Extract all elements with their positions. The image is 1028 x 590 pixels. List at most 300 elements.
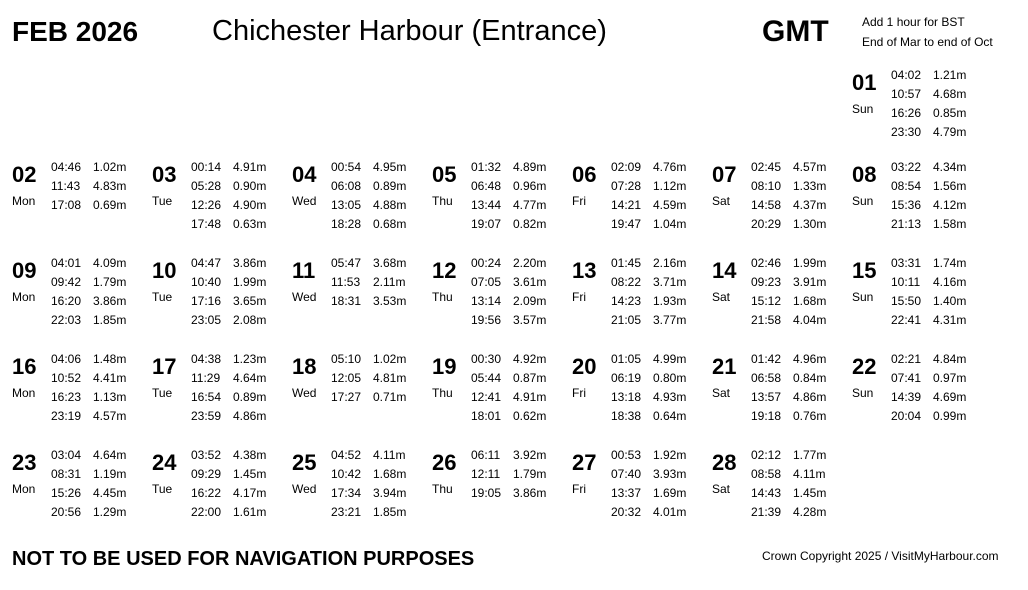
tide-entry bbox=[51, 350, 126, 369]
tide-entry bbox=[611, 177, 686, 196]
day-cell bbox=[292, 446, 428, 526]
tide-time: 17:27 bbox=[331, 390, 362, 404]
day-number: 01 bbox=[852, 70, 877, 95]
tide-list bbox=[331, 158, 406, 234]
tide-entry bbox=[51, 158, 126, 177]
tide-height: 4.91m bbox=[513, 390, 547, 404]
tide-height: 1.29m bbox=[93, 505, 127, 519]
day-of-week: Fri bbox=[572, 194, 586, 208]
day-cell bbox=[152, 350, 288, 430]
tide-entry bbox=[331, 484, 406, 503]
tide-entry bbox=[891, 350, 966, 369]
tide-entry bbox=[331, 369, 406, 388]
tide-time: 08:31 bbox=[51, 467, 82, 481]
tide-time: 16:54 bbox=[191, 390, 222, 404]
tide-entry bbox=[191, 177, 266, 196]
tide-height: 4.01m bbox=[653, 505, 687, 519]
tide-height: 4.92m bbox=[513, 352, 547, 366]
tide-time: 22:41 bbox=[891, 313, 922, 327]
tide-list bbox=[51, 446, 126, 522]
tide-list bbox=[51, 350, 126, 426]
tide-height: 1.92m bbox=[653, 448, 687, 462]
tide-time: 20:04 bbox=[891, 409, 922, 423]
tide-entry bbox=[751, 388, 826, 407]
tide-time: 15:36 bbox=[891, 198, 922, 212]
tide-entry bbox=[611, 196, 686, 215]
tide-height: 4.69m bbox=[933, 390, 967, 404]
tide-entry bbox=[51, 446, 126, 465]
tide-time: 06:48 bbox=[471, 179, 502, 193]
day-of-week: Wed bbox=[292, 290, 317, 304]
tide-height: 3.94m bbox=[373, 486, 407, 500]
tide-height: 1.21m bbox=[933, 68, 967, 82]
day-of-week: Tue bbox=[152, 482, 173, 496]
tide-height: 1.30m bbox=[793, 217, 827, 231]
tide-height: 1.99m bbox=[793, 256, 827, 270]
day-cell bbox=[12, 446, 148, 526]
tide-time: 10:52 bbox=[51, 371, 82, 385]
day-number: 28 bbox=[712, 450, 737, 475]
tide-time: 20:56 bbox=[51, 505, 82, 519]
tide-entry bbox=[471, 369, 546, 388]
tide-time: 04:38 bbox=[191, 352, 222, 366]
tide-height: 2.09m bbox=[513, 294, 547, 308]
day-of-week: Sat bbox=[712, 194, 731, 208]
day-cell bbox=[292, 158, 428, 238]
tide-height: 3.71m bbox=[653, 275, 687, 289]
day-of-week: Mon bbox=[12, 386, 36, 400]
tide-height: 3.86m bbox=[233, 256, 267, 270]
tide-height: 0.64m bbox=[653, 409, 687, 423]
tide-list bbox=[611, 446, 686, 522]
tide-entry bbox=[751, 215, 826, 234]
day-of-week: Tue bbox=[152, 290, 173, 304]
day-of-week: Sun bbox=[852, 194, 874, 208]
tide-entry bbox=[191, 388, 266, 407]
tide-time: 04:01 bbox=[51, 256, 82, 270]
tide-entry bbox=[611, 215, 686, 234]
tide-time: 04:46 bbox=[51, 160, 82, 174]
tide-entry bbox=[51, 273, 126, 292]
tide-height: 3.65m bbox=[233, 294, 267, 308]
tide-entry bbox=[471, 292, 546, 311]
tide-height: 1.02m bbox=[93, 160, 127, 174]
tide-entry bbox=[751, 503, 826, 522]
day-cell bbox=[712, 158, 848, 238]
day-cell bbox=[12, 254, 148, 334]
tide-time: 08:54 bbox=[891, 179, 922, 193]
tide-height: 4.81m bbox=[373, 371, 407, 385]
tide-entry bbox=[471, 311, 546, 330]
day-number: 23 bbox=[12, 450, 37, 475]
tide-time: 05:28 bbox=[191, 179, 222, 193]
tide-entry bbox=[191, 446, 266, 465]
tide-entry bbox=[891, 123, 966, 142]
tide-height: 4.90m bbox=[233, 198, 267, 212]
tide-height: 3.91m bbox=[793, 275, 827, 289]
tide-list bbox=[331, 446, 406, 522]
tide-height: 3.57m bbox=[513, 313, 547, 327]
tide-list bbox=[471, 158, 546, 234]
tide-entry bbox=[751, 446, 826, 465]
tide-list bbox=[891, 254, 966, 330]
day-number: 07 bbox=[712, 162, 737, 187]
tide-time: 04:06 bbox=[51, 352, 82, 366]
tide-time: 00:24 bbox=[471, 256, 502, 270]
month-title: FEB 2026 bbox=[12, 16, 139, 47]
tide-time: 12:11 bbox=[471, 467, 501, 481]
tide-entry bbox=[191, 484, 266, 503]
tide-height: 1.45m bbox=[233, 467, 267, 481]
tide-time: 14:21 bbox=[611, 198, 642, 212]
tide-entry bbox=[891, 369, 966, 388]
tide-list bbox=[611, 350, 686, 426]
tide-height: 1.68m bbox=[373, 467, 407, 481]
day-of-week: Tue bbox=[152, 386, 173, 400]
tide-entry bbox=[751, 465, 826, 484]
tide-height: 0.96m bbox=[513, 179, 547, 193]
tide-height: 4.76m bbox=[653, 160, 687, 174]
day-number: 04 bbox=[292, 162, 317, 187]
tide-height: 0.85m bbox=[933, 106, 967, 120]
tide-time: 18:01 bbox=[471, 409, 502, 423]
tide-list bbox=[891, 66, 966, 142]
tide-entry bbox=[51, 465, 126, 484]
copyright-notice: Crown Copyright 2025 / VisitMyHarbour.com bbox=[762, 549, 999, 563]
tide-entry bbox=[191, 254, 266, 273]
tide-height: 4.57m bbox=[793, 160, 827, 174]
tide-height: 0.90m bbox=[233, 179, 267, 193]
tide-height: 3.61m bbox=[513, 275, 547, 289]
tide-time: 08:10 bbox=[751, 179, 782, 193]
tide-time: 04:02 bbox=[891, 68, 922, 82]
day-number: 02 bbox=[12, 162, 37, 187]
tide-entry bbox=[611, 292, 686, 311]
tide-entry bbox=[611, 369, 686, 388]
tide-entry bbox=[891, 292, 966, 311]
tide-list bbox=[611, 158, 686, 234]
day-cell bbox=[292, 350, 428, 430]
tide-height: 3.68m bbox=[373, 256, 407, 270]
tide-entry bbox=[191, 311, 266, 330]
tide-time: 13:44 bbox=[471, 198, 502, 212]
tide-height: 0.84m bbox=[793, 371, 827, 385]
tide-list bbox=[471, 254, 546, 330]
day-number: 21 bbox=[712, 354, 737, 379]
tide-entry bbox=[331, 254, 406, 273]
tide-entry bbox=[191, 465, 266, 484]
tide-list bbox=[191, 254, 266, 330]
navigation-disclaimer: NOT TO BE USED FOR NAVIGATION PURPOSES bbox=[12, 548, 475, 570]
tide-list bbox=[331, 350, 406, 407]
tide-height: 3.86m bbox=[513, 486, 547, 500]
tide-time: 05:44 bbox=[471, 371, 502, 385]
day-cell bbox=[432, 446, 568, 526]
tide-entry bbox=[331, 177, 406, 196]
tide-height: 1.40m bbox=[933, 294, 967, 308]
tide-entry bbox=[331, 388, 406, 407]
tide-entry bbox=[751, 369, 826, 388]
tide-time: 22:00 bbox=[191, 505, 222, 519]
tide-entry bbox=[471, 273, 546, 292]
tide-height: 0.87m bbox=[513, 371, 547, 385]
tide-height: 1.79m bbox=[513, 467, 547, 481]
tide-entry bbox=[331, 350, 406, 369]
tide-list bbox=[51, 158, 126, 215]
tide-height: 3.86m bbox=[93, 294, 127, 308]
tide-entry bbox=[891, 388, 966, 407]
tide-entry bbox=[191, 215, 266, 234]
tide-time: 03:31 bbox=[891, 256, 922, 270]
tide-entry bbox=[471, 465, 546, 484]
tide-time: 06:58 bbox=[751, 371, 782, 385]
day-cell bbox=[572, 350, 708, 430]
tide-entry bbox=[751, 273, 826, 292]
tide-time: 19:07 bbox=[471, 217, 502, 231]
tide-height: 1.85m bbox=[93, 313, 127, 327]
tide-height: 4.16m bbox=[933, 275, 967, 289]
tide-height: 2.08m bbox=[233, 313, 267, 327]
tide-height: 4.88m bbox=[373, 198, 407, 212]
day-number: 06 bbox=[572, 162, 597, 187]
day-cell bbox=[712, 254, 848, 334]
tide-entry bbox=[471, 215, 546, 234]
tide-height: 4.45m bbox=[93, 486, 127, 500]
tide-height: 4.99m bbox=[653, 352, 687, 366]
tide-time: 03:52 bbox=[191, 448, 222, 462]
tide-entry bbox=[471, 158, 546, 177]
day-cell bbox=[572, 254, 708, 334]
tide-time: 23:21 bbox=[331, 505, 362, 519]
tide-time: 02:21 bbox=[891, 352, 922, 366]
tide-time: 18:31 bbox=[331, 294, 362, 308]
tide-entry bbox=[891, 196, 966, 215]
tide-height: 4.04m bbox=[793, 313, 827, 327]
day-cell bbox=[852, 254, 988, 334]
tide-time: 11:43 bbox=[51, 179, 81, 193]
tide-entry bbox=[191, 350, 266, 369]
day-number: 26 bbox=[432, 450, 457, 475]
day-of-week: Thu bbox=[432, 194, 453, 208]
tide-entry bbox=[51, 311, 126, 330]
tide-list bbox=[471, 350, 546, 426]
day-number: 27 bbox=[572, 450, 597, 475]
tide-height: 4.96m bbox=[793, 352, 827, 366]
tide-list bbox=[191, 350, 266, 426]
tide-height: 1.04m bbox=[653, 217, 687, 231]
tide-height: 4.95m bbox=[373, 160, 407, 174]
tide-time: 17:34 bbox=[331, 486, 362, 500]
tide-entry bbox=[751, 292, 826, 311]
tide-entry bbox=[891, 104, 966, 123]
tide-height: 4.84m bbox=[933, 352, 967, 366]
tide-time: 11:29 bbox=[191, 371, 221, 385]
tide-time: 10:57 bbox=[891, 87, 922, 101]
tide-time: 09:23 bbox=[751, 275, 782, 289]
day-of-week: Sun bbox=[852, 386, 874, 400]
tide-entry bbox=[191, 407, 266, 426]
day-number: 10 bbox=[152, 258, 177, 283]
tide-entry bbox=[611, 311, 686, 330]
day-cell bbox=[852, 350, 988, 430]
tide-time: 13:05 bbox=[331, 198, 362, 212]
tide-entry bbox=[891, 254, 966, 273]
tide-entry bbox=[471, 254, 546, 273]
tide-height: 4.86m bbox=[793, 390, 827, 404]
tide-time: 13:37 bbox=[611, 486, 642, 500]
tide-time: 00:14 bbox=[191, 160, 222, 174]
day-number: 12 bbox=[432, 258, 457, 283]
tide-time: 06:11 bbox=[471, 448, 501, 462]
tide-height: 0.89m bbox=[233, 390, 267, 404]
tide-entry bbox=[611, 158, 686, 177]
tide-height: 1.48m bbox=[93, 352, 127, 366]
tide-time: 17:08 bbox=[51, 198, 82, 212]
tide-entry bbox=[471, 446, 546, 465]
tide-height: 1.33m bbox=[793, 179, 827, 193]
tide-height: 1.56m bbox=[933, 179, 967, 193]
tide-entry bbox=[751, 254, 826, 273]
day-cell bbox=[152, 254, 288, 334]
tide-time: 00:54 bbox=[331, 160, 362, 174]
tide-height: 2.20m bbox=[513, 256, 547, 270]
tide-time: 14:58 bbox=[751, 198, 782, 212]
tide-time: 02:09 bbox=[611, 160, 642, 174]
tide-entry bbox=[611, 388, 686, 407]
tide-time: 01:05 bbox=[611, 352, 642, 366]
tide-height: 4.64m bbox=[233, 371, 267, 385]
tide-time: 16:20 bbox=[51, 294, 82, 308]
day-of-week: Thu bbox=[432, 290, 453, 304]
tide-entry bbox=[611, 465, 686, 484]
tide-list bbox=[51, 254, 126, 330]
tide-time: 04:47 bbox=[191, 256, 222, 270]
tide-height: 1.58m bbox=[933, 217, 967, 231]
tide-height: 4.09m bbox=[93, 256, 127, 270]
tide-height: 4.83m bbox=[93, 179, 127, 193]
bst-note-line1: Add 1 hour for BST bbox=[862, 15, 965, 29]
tide-list bbox=[471, 446, 546, 503]
day-of-week: Sat bbox=[712, 290, 731, 304]
day-number: 09 bbox=[12, 258, 37, 283]
tide-height: 4.31m bbox=[933, 313, 967, 327]
tide-entry bbox=[191, 158, 266, 177]
tide-height: 1.69m bbox=[653, 486, 687, 500]
tide-height: 1.45m bbox=[793, 486, 827, 500]
tide-time: 01:42 bbox=[751, 352, 782, 366]
tide-height: 0.71m bbox=[373, 390, 407, 404]
tide-height: 3.77m bbox=[653, 313, 687, 327]
tide-height: 1.02m bbox=[373, 352, 407, 366]
tide-time: 04:52 bbox=[331, 448, 362, 462]
tide-entry bbox=[51, 503, 126, 522]
tide-time: 18:38 bbox=[611, 409, 642, 423]
day-cell bbox=[152, 158, 288, 238]
tide-time: 02:46 bbox=[751, 256, 782, 270]
tide-height: 0.97m bbox=[933, 371, 967, 385]
tide-entry bbox=[611, 484, 686, 503]
tide-entry bbox=[611, 503, 686, 522]
tide-height: 4.79m bbox=[933, 125, 967, 139]
tide-time: 15:50 bbox=[891, 294, 922, 308]
tide-height: 4.34m bbox=[933, 160, 967, 174]
tide-time: 05:10 bbox=[331, 352, 362, 366]
tide-entry bbox=[611, 407, 686, 426]
tide-height: 1.68m bbox=[793, 294, 827, 308]
tide-time: 08:22 bbox=[611, 275, 642, 289]
tide-entry bbox=[51, 369, 126, 388]
tide-height: 0.69m bbox=[93, 198, 127, 212]
tide-entry bbox=[471, 177, 546, 196]
day-of-week: Thu bbox=[432, 482, 453, 496]
tide-entry bbox=[191, 369, 266, 388]
tide-height: 1.61m bbox=[233, 505, 267, 519]
tide-time: 19:47 bbox=[611, 217, 642, 231]
tide-time: 21:58 bbox=[751, 313, 782, 327]
tide-time: 19:18 bbox=[751, 409, 782, 423]
tide-height: 4.89m bbox=[513, 160, 547, 174]
tide-height: 4.17m bbox=[233, 486, 267, 500]
day-cell bbox=[432, 158, 568, 238]
tide-height: 4.28m bbox=[793, 505, 827, 519]
tide-time: 13:14 bbox=[471, 294, 502, 308]
day-number: 17 bbox=[152, 354, 177, 379]
tide-entry bbox=[471, 407, 546, 426]
tide-time: 23:19 bbox=[51, 409, 82, 423]
day-cell bbox=[432, 254, 568, 334]
tide-time: 16:26 bbox=[891, 106, 922, 120]
day-number: 13 bbox=[572, 258, 597, 283]
day-cell bbox=[572, 446, 708, 526]
tide-entry bbox=[891, 273, 966, 292]
tide-time: 16:23 bbox=[51, 390, 82, 404]
day-number: 19 bbox=[432, 354, 457, 379]
tide-list bbox=[751, 158, 826, 234]
day-of-week: Mon bbox=[12, 194, 36, 208]
day-of-week: Mon bbox=[12, 290, 36, 304]
tide-entry bbox=[751, 407, 826, 426]
tide-time: 10:40 bbox=[191, 275, 222, 289]
tide-entry bbox=[191, 503, 266, 522]
day-number: 14 bbox=[712, 258, 737, 283]
tide-height: 0.80m bbox=[653, 371, 687, 385]
tide-time: 18:28 bbox=[331, 217, 362, 231]
tide-height: 4.12m bbox=[933, 198, 967, 212]
tide-height: 1.74m bbox=[933, 256, 967, 270]
tide-time: 14:39 bbox=[891, 390, 922, 404]
tide-time: 21:13 bbox=[891, 217, 922, 231]
tide-time: 15:26 bbox=[51, 486, 82, 500]
day-of-week: Sat bbox=[712, 386, 731, 400]
day-of-week: Sun bbox=[852, 102, 874, 116]
tide-time: 12:26 bbox=[191, 198, 222, 212]
tide-time: 11:53 bbox=[331, 275, 361, 289]
tide-list bbox=[751, 350, 826, 426]
day-number: 16 bbox=[12, 354, 37, 379]
tide-time: 23:30 bbox=[891, 125, 922, 139]
tide-height: 4.57m bbox=[93, 409, 127, 423]
day-number: 03 bbox=[152, 162, 177, 187]
tide-height: 3.53m bbox=[373, 294, 407, 308]
tide-entry bbox=[751, 350, 826, 369]
tide-entry bbox=[331, 158, 406, 177]
tide-entry bbox=[611, 446, 686, 465]
tide-entry bbox=[751, 484, 826, 503]
day-number: 08 bbox=[852, 162, 877, 187]
tide-height: 1.79m bbox=[93, 275, 127, 289]
day-cell bbox=[292, 254, 428, 334]
tide-entry bbox=[191, 273, 266, 292]
